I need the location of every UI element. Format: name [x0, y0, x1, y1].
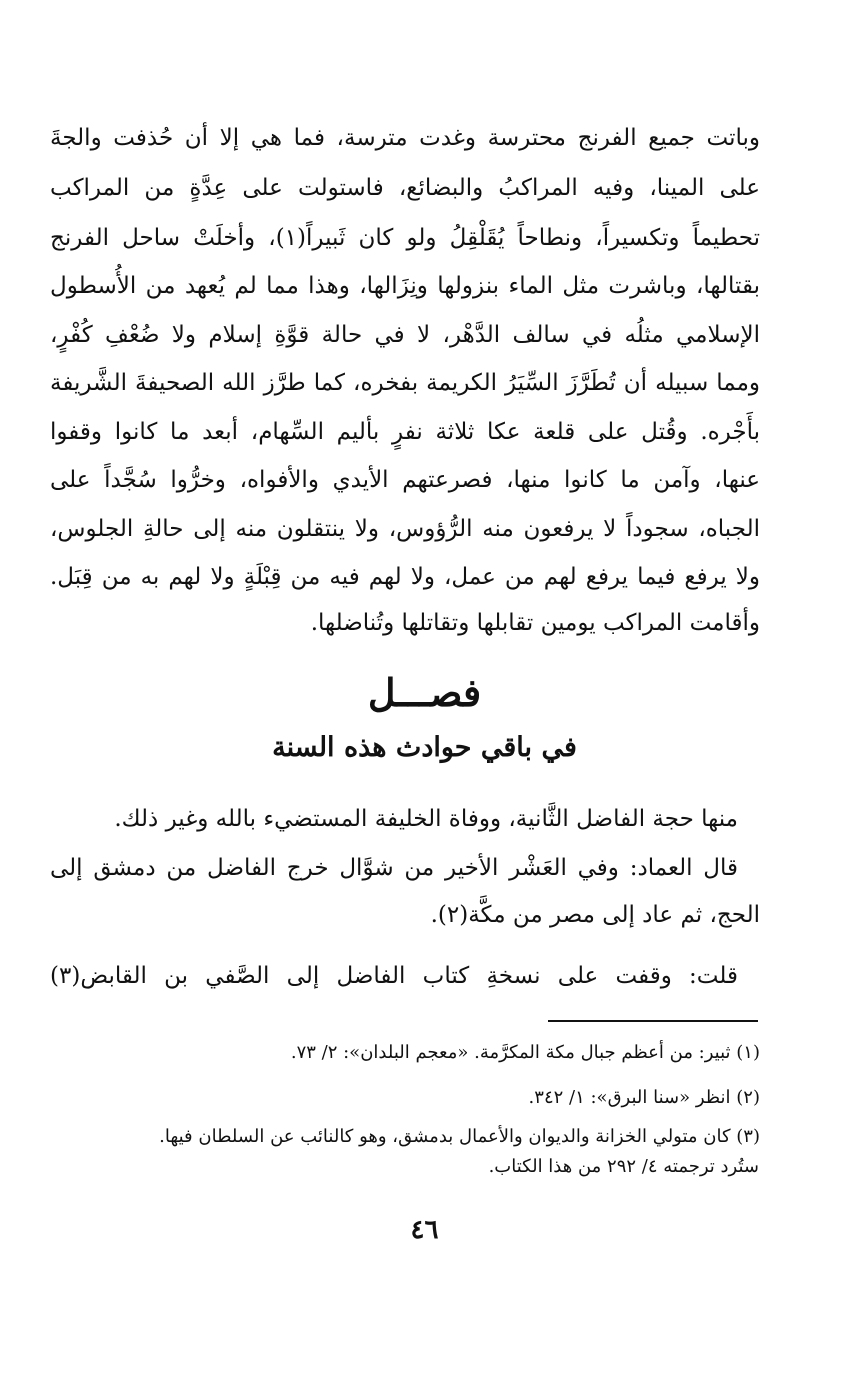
body-line: ولا يرفع فيما يرفع لهم من عمل، ولا لهم فيه من قِبْلَةٍ ولا لهم به من قِبَل.: [50, 564, 760, 590]
section-line: قال العماد: وفي العَشْر الأخير من شوَّال خرج الفاضل من دمشق إلى: [50, 855, 738, 881]
body-line: على المينا، وفيه المراكبُ والبضائع، فاستولت على عِدَّةٍ من المراكب: [50, 175, 760, 201]
page-number: ٤٦: [410, 1215, 439, 1245]
body-line: تحطيماً وتكسيراً، ونطاحاً يُقَلْقِلُ ولو كان ثَبيراً(١)، وأخلَتْ ساحل الفرنج: [50, 225, 760, 251]
section-line: منها حجة الفاضل الثَّانية، ووفاة الخليفة المستضيء بالله وغير ذلك.: [114, 806, 738, 832]
body-line-last: وأقامت المراكب يومين تقابلها وتقاتلها وتُناضلها.: [310, 610, 760, 636]
body-line: ومما سبيله أن تُطَرَّزَ السِّيَرُ الكريمة بفخره، كما طرَّز الله الصحيفةَ الشَّريفة: [50, 370, 760, 396]
body-line: بأَجْره. وقُتل على قلعة عكا ثلاثة نفرٍ بأليم السِّهام، أبعد ما كانوا وقفوا: [50, 419, 760, 445]
body-line: الجباه، سجوداً لا يرفعون منه الرُّؤوس، ولا ينتقلون منه إلى حالةِ الجلوس،: [50, 516, 760, 542]
footnote-2: (٢) انظر «سنا البرق»: ١/ ٣٤٢.: [528, 1087, 760, 1108]
section-subtitle: في باقي حوادث هذه السنة: [272, 732, 577, 763]
section-line: قلت: وقفت على نسخةِ كتاب الفاضل إلى الصَّفي بن القابض(٣): [50, 963, 738, 989]
footnote-3-continuation: ستُرد ترجمته ٤/ ٢٩٢ من هذا الكتاب.: [488, 1156, 759, 1177]
body-line: وباتت جميع الفرنج محترسة وغدت مترسة، فما هي إلا أن حُذفت والجةَ: [50, 125, 760, 151]
section-title: فصـــل: [367, 670, 482, 715]
footnote-3: (٣) كان متولي الخزانة والديوان والأعمال بدمشق، وهو كالنائب عن السلطان فيها.: [159, 1126, 760, 1147]
body-line: بقتالها، وباشرت مثل الماء بنزولها ونِزَالها، وهذا مما لم يُعهد من الأُسطول: [50, 273, 760, 299]
body-line: الإسلامي مثلُه في سالف الدَّهْر، لا في حالة قوَّةِ إسلام ولا ضُعْفِ كُفْرٍ،: [50, 322, 760, 348]
footnote-1: (١) ثبير: من أعظم جبال مكة المكرَّمة. «معجم البلدان»: ٢/ ٧٣.: [290, 1042, 760, 1063]
footnote-separator: [548, 1020, 758, 1022]
section-line: الحج، ثم عاد إلى مصر من مكَّة(٢).: [430, 902, 760, 928]
body-line: عنها، وآمن ما كانوا منها، فصرعتهم الأيدي والأفواه، وخرُّوا سُجَّداً على: [50, 467, 760, 493]
